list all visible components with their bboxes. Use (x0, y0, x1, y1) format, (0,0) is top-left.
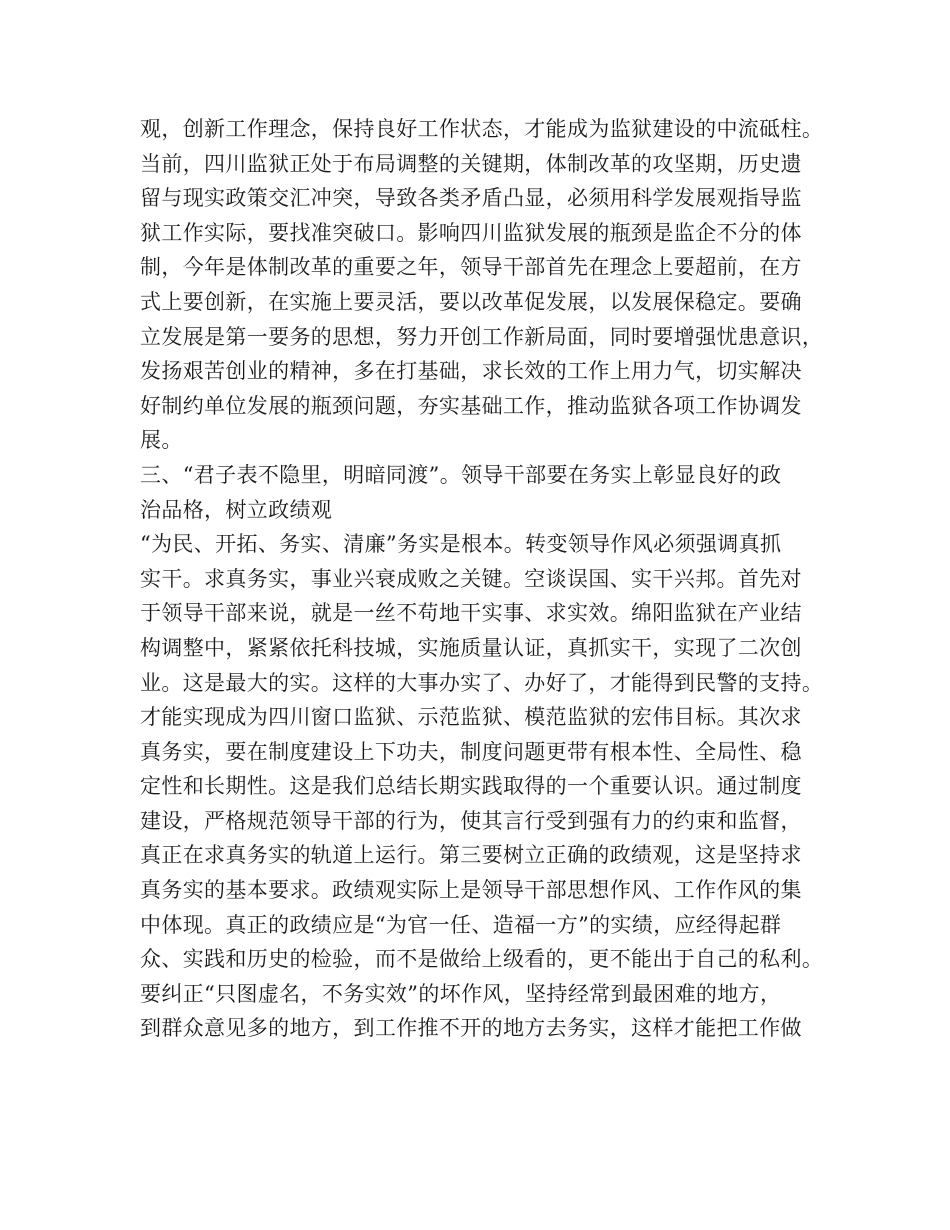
text-line: 展。 (140, 428, 183, 453)
text-line: 发扬艰苦创业的精神，多在打基础，求长效的工作上用力气，切实解决 (140, 359, 802, 384)
text-line: 真务实，要在制度建设上下功夫，制度问题更带有根本性、全局性、稳 (140, 739, 802, 764)
text-line: 于领导干部来说，就是一丝不苟地干实事、求实效。绵阳监狱在产业结 (140, 601, 802, 626)
text-line: 到群众意见多的地方，到工作推不开的地方去务实，这样才能把工作做 (140, 1016, 802, 1041)
text-line: 制，今年是体制改革的重要之年，领导干部首先在理念上要超前，在方 (140, 255, 802, 280)
text-line: 式上要创新，在实施上要灵活，要以改革促发展，以发展保稳定。要确 (140, 289, 802, 314)
text-line: 真正在求真务实的轨道上运行。第三要树立正确的政绩观，这是坚持求 (140, 843, 802, 868)
text-line: “为民、开拓、务实、清廉”务实是根本。转变领导作风必须强调真抓 (140, 532, 782, 557)
text-line: 好制约单位发展的瓶颈问题，夯实基础工作，推动监狱各项工作协调发 (140, 393, 802, 418)
text-line: 众、实践和历史的检验，而不是做给上级看的，更不能出于自己的私利。 (140, 947, 824, 972)
text-line: 实干。求真务实，事业兴衰成败之关键。空谈误国、实干兴邦。首先对 (140, 566, 802, 591)
text-line: 中体现。真正的政绩应是“为官一任、造福一方”的实绩，应经得起群 (140, 912, 782, 937)
text-line: 留与现实政策交汇冲突，导致各类矛盾凸显，必须用科学发展观指导监 (140, 186, 802, 211)
text-line: 真务实的基本要求。政绩观实际上是领导干部思想作风、工作作风的集 (140, 878, 802, 903)
text-line: 当前，四川监狱正处于布局调整的关键期，体制改革的攻坚期，历史遗 (140, 151, 802, 176)
text-line: 要纠正“只图虚名，不务实效”的坏作风，坚持经常到最困难的地方， (140, 981, 782, 1006)
text-line: 立发展是第一要务的思想，努力开创工作新局面，同时要增强忧患意识， (140, 324, 824, 349)
text-line: 业。这是最大的实。这样的大事办实了、办好了，才能得到民警的支持。 (140, 670, 824, 695)
section-heading-line: 三、“君子表不隐里，明暗同渡”。领导干部要在务实上彰显良好的政 (140, 462, 782, 487)
text-line: 定性和长期性。这是我们总结长期实践取得的一个重要认识。通过制度 (140, 774, 802, 799)
text-line: 观，创新工作理念，保持良好工作状态，才能成为监狱建设的中流砥柱。 (140, 117, 824, 141)
text-line: 建设，严格规范领导干部的行为，使其言行受到强有力的约束和监督， (140, 808, 802, 833)
text-line: 狱工作实际，要找准突破口。影响四川监狱发展的瓶颈是监企不分的体 (140, 220, 802, 245)
text-line: 才能实现成为四川窗口监狱、示范监狱、模范监狱的宏伟目标。其次求 (140, 705, 802, 730)
body-text (140, 112, 830, 1046)
section-heading-line: 治品格，树立政绩观 (140, 497, 333, 522)
text-line: 构调整中，紧紧依托科技城，实施质量认证，真抓实干，实现了二次创 (140, 635, 802, 660)
